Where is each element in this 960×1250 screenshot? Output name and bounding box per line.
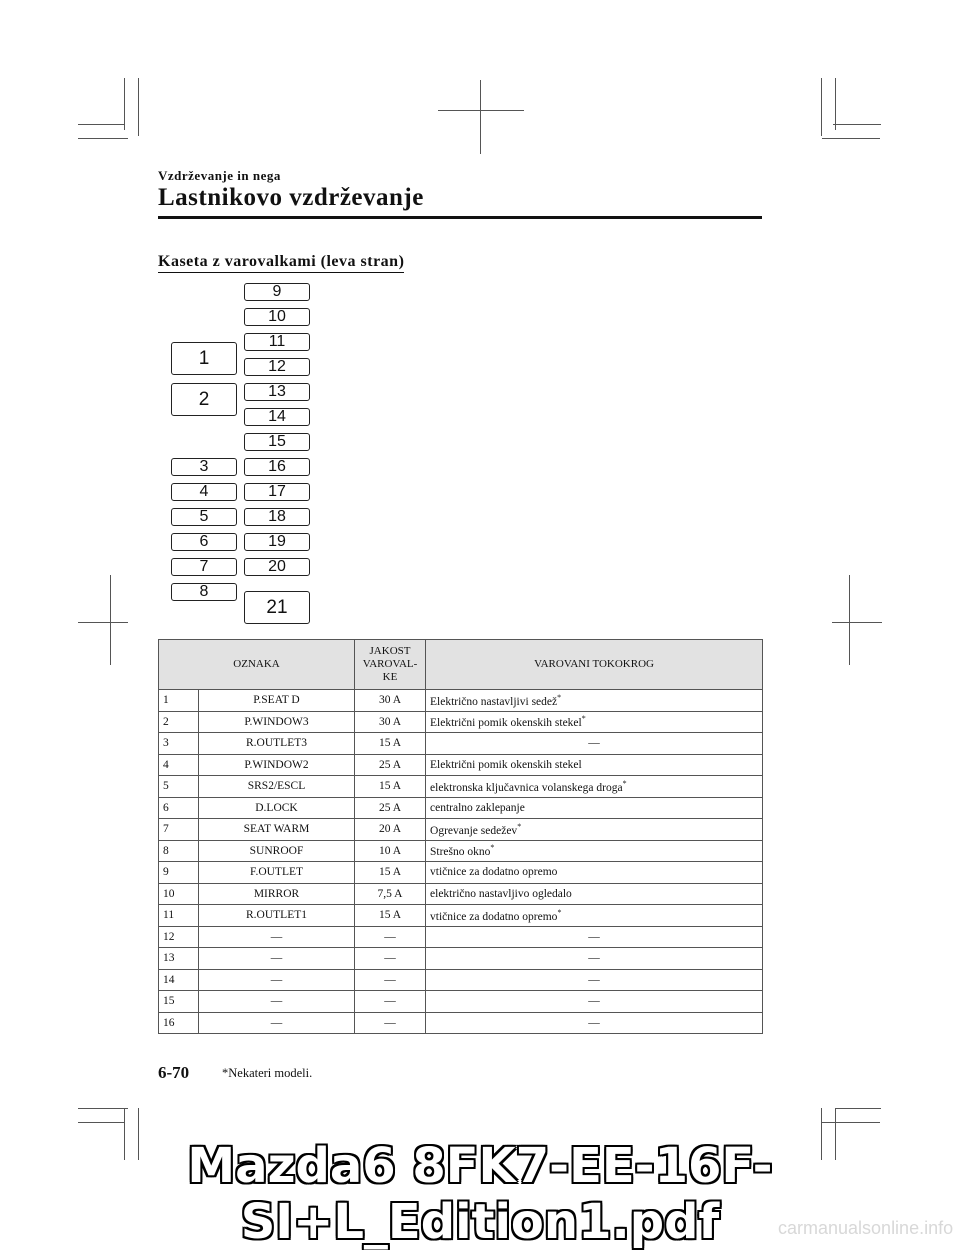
row-number-text: 11: [163, 909, 175, 922]
row-label-text: ―: [270, 1016, 283, 1029]
row-amperage: [355, 754, 426, 776]
row-amperage: [355, 862, 426, 884]
row-label: [199, 754, 355, 776]
row-label-text: P.SEAT D: [253, 694, 300, 707]
fuse-12: 12: [244, 358, 310, 376]
row-label: [199, 948, 355, 970]
row-number-text: 1: [163, 694, 169, 707]
table-row: [159, 883, 763, 905]
row-number-text: 8: [163, 844, 169, 857]
row-label-text: ―: [270, 973, 283, 986]
table-header-row: [159, 640, 763, 690]
row-circuit-text: elektronska ključavnica volanskega droga: [430, 781, 623, 794]
row-amperage-text: 15 A: [378, 909, 402, 922]
row-circuit-text: centralno zaklepanje: [430, 801, 525, 814]
row-number-text: 7: [163, 823, 169, 836]
table-row: [159, 690, 763, 712]
table-row: [159, 797, 763, 819]
row-label: [199, 969, 355, 991]
row-amperage-text: 25 A: [378, 801, 402, 814]
table-row: [159, 776, 763, 798]
footnote-marker: *: [557, 907, 562, 917]
row-amperage-text: 30 A: [378, 694, 402, 707]
row-number-text: 9: [163, 866, 169, 879]
fuse-17: 17: [244, 483, 310, 501]
row-amperage-text: ―: [384, 930, 396, 943]
row-amperage-text: 30 A: [378, 715, 402, 728]
fuse-10: 10: [244, 308, 310, 326]
fuse-5: 5: [171, 508, 237, 526]
row-circuit-text: Električno nastavljivi sedež: [430, 695, 558, 708]
fuse-box-title: Kaseta z varovalkami (leva stran): [158, 253, 404, 273]
row-circuit: [426, 819, 763, 841]
row-circuit-text: ―: [588, 930, 600, 943]
table-row: [159, 926, 763, 948]
row-amperage: [355, 711, 426, 733]
row-amperage-text: 15 A: [378, 737, 402, 750]
row-label-text: D.LOCK: [255, 801, 298, 814]
col-header-rating-line1: JAKOST: [369, 645, 411, 657]
table-row: [159, 711, 763, 733]
row-amperage-text: ―: [384, 995, 396, 1008]
row-circuit: [426, 926, 763, 948]
row-amperage-text: ―: [384, 973, 396, 986]
table-row: [159, 819, 763, 841]
row-amperage-text: 10 A: [378, 844, 402, 857]
heading-divider: [158, 216, 762, 219]
row-number: [159, 969, 199, 991]
row-number-text: 14: [163, 973, 175, 986]
row-number: [159, 883, 199, 905]
row-label-text: ―: [270, 930, 283, 943]
row-number: [159, 797, 199, 819]
row-label-text: MIRROR: [253, 887, 300, 900]
row-number: [159, 754, 199, 776]
table-row: [159, 948, 763, 970]
row-amperage-text: 15 A: [378, 780, 402, 793]
row-number: [159, 840, 199, 862]
fuse-15: 15: [244, 433, 310, 451]
footnote-marker: *: [557, 692, 562, 702]
row-label: [199, 711, 355, 733]
row-circuit: [426, 711, 763, 733]
row-circuit-text: Ogrevanje sedežev: [430, 824, 518, 837]
row-circuit-text: vtičnice za dodatno opremo: [430, 866, 558, 879]
row-circuit-text: električno nastavljivo ogledalo: [430, 887, 572, 900]
row-circuit: [426, 883, 763, 905]
row-amperage-text: 25 A: [378, 758, 402, 771]
row-number: [159, 819, 199, 841]
col-header-rating-line2: VAROVAL-: [362, 658, 418, 670]
table-row: [159, 862, 763, 884]
row-amperage: [355, 991, 426, 1013]
row-number-text: 10: [163, 887, 175, 900]
row-label-text: F.OUTLET: [249, 866, 304, 879]
row-number: [159, 948, 199, 970]
row-amperage-text: 7,5 A: [377, 887, 403, 900]
row-amperage: [355, 926, 426, 948]
row-number: [159, 905, 199, 927]
row-label: [199, 690, 355, 712]
row-circuit-text: ―: [588, 995, 600, 1008]
row-number-text: 15: [163, 995, 175, 1008]
row-circuit: [426, 733, 763, 755]
footnote-marker: *: [517, 821, 522, 831]
row-number-text: 16: [163, 1016, 175, 1029]
row-number: [159, 862, 199, 884]
fuse-11: 11: [244, 333, 310, 351]
row-amperage-text: 15 A: [378, 866, 402, 879]
row-circuit-text: ―: [588, 952, 600, 965]
row-amperage: [355, 905, 426, 927]
row-label-text: SRS2/ESCL: [247, 780, 306, 793]
row-label: [199, 926, 355, 948]
row-circuit-text: Strešno okno: [430, 846, 491, 859]
row-label-text: P.WINDOW2: [244, 758, 309, 771]
row-circuit: [426, 1012, 763, 1034]
row-label-text: R.OUTLET1: [246, 909, 308, 922]
fuse-6: 6: [171, 533, 237, 551]
row-amperage: [355, 1012, 426, 1034]
page-title: Lastnikovo vzdrževanje: [158, 184, 424, 211]
footnote: *Nekateri modeli.: [222, 1066, 313, 1080]
row-amperage: [355, 690, 426, 712]
row-label: [199, 776, 355, 798]
col-header-circuit: VAROVANI TOKOKROG: [426, 640, 763, 690]
site-watermark: carmanualsonline.info: [778, 1218, 954, 1238]
row-label: [199, 797, 355, 819]
row-circuit: [426, 797, 763, 819]
row-circuit-text: ―: [588, 1016, 600, 1029]
row-amperage: [355, 840, 426, 862]
row-amperage-text: ―: [384, 952, 396, 965]
row-circuit: [426, 991, 763, 1013]
table-row: [159, 991, 763, 1013]
table-row: [159, 1012, 763, 1034]
row-label-text: ―: [270, 952, 283, 965]
table-row: [159, 754, 763, 776]
row-number-text: 13: [163, 952, 175, 965]
row-number-text: 12: [163, 930, 175, 943]
table-row: [159, 969, 763, 991]
fuse-8: 8: [171, 583, 237, 601]
row-number: [159, 991, 199, 1013]
row-label: [199, 1012, 355, 1034]
fuse-20: 20: [244, 558, 310, 576]
footnote-marker: *: [490, 843, 495, 853]
row-amperage: [355, 819, 426, 841]
row-amperage: [355, 948, 426, 970]
fuse-1: 1: [171, 342, 237, 375]
col-header-label: OZNAKA: [159, 640, 355, 690]
fuse-19: 19: [244, 533, 310, 551]
document-watermark: Mazda6 8FK7-EE-16F-SI+L_Edition1.pdf: [187, 1138, 773, 1250]
fuse-4: 4: [171, 483, 237, 501]
row-label: [199, 862, 355, 884]
fuse-2: 2: [171, 383, 237, 416]
row-number: [159, 711, 199, 733]
row-label-text: SUNROOF: [249, 844, 304, 857]
fuse-18: 18: [244, 508, 310, 526]
fuse-table: [158, 639, 763, 1034]
fuse-16: 16: [244, 458, 310, 476]
row-label-text: R.OUTLET3: [246, 737, 308, 750]
row-circuit: [426, 905, 763, 927]
row-number-text: 6: [163, 801, 169, 814]
col-header-rating: [355, 640, 426, 690]
row-number-text: 3: [163, 737, 169, 750]
fuse-3: 3: [171, 458, 237, 476]
row-label: [199, 883, 355, 905]
row-label: [199, 991, 355, 1013]
table-row: [159, 905, 763, 927]
row-number-text: 2: [163, 715, 169, 728]
row-circuit: [426, 969, 763, 991]
fuse-21: 21: [244, 591, 310, 624]
row-number-text: 5: [163, 780, 169, 793]
row-number: [159, 690, 199, 712]
row-number: [159, 776, 199, 798]
row-circuit: [426, 862, 763, 884]
row-label-text: ―: [270, 995, 283, 1008]
fuse-13: 13: [244, 383, 310, 401]
footnote-marker: *: [581, 714, 586, 724]
row-circuit: [426, 776, 763, 798]
table-row: [159, 733, 763, 755]
row-amperage: [355, 969, 426, 991]
fuse-7: 7: [171, 558, 237, 576]
col-header-rating-line3: KE: [382, 671, 398, 683]
page-number: 6-70: [158, 1063, 190, 1082]
footnote-marker: *: [622, 778, 627, 788]
row-amperage: [355, 733, 426, 755]
row-label-text: P.WINDOW3: [244, 715, 309, 728]
row-circuit-text: vtičnice za dodatno opremo: [430, 910, 558, 923]
row-number: [159, 926, 199, 948]
row-amperage: [355, 883, 426, 905]
row-circuit-text: ―: [588, 737, 600, 750]
row-circuit: [426, 948, 763, 970]
row-label-text: SEAT WARM: [243, 823, 310, 836]
row-number: [159, 733, 199, 755]
fuse-9: 9: [244, 283, 310, 301]
row-circuit-text: ―: [588, 973, 600, 986]
row-circuit: [426, 754, 763, 776]
row-circuit: [426, 690, 763, 712]
table-row: [159, 840, 763, 862]
row-number-text: 4: [163, 758, 169, 771]
row-amperage-text: ―: [384, 1016, 396, 1029]
row-label: [199, 905, 355, 927]
row-label: [199, 733, 355, 755]
row-circuit: [426, 840, 763, 862]
row-amperage: [355, 776, 426, 798]
row-amperage: [355, 797, 426, 819]
row-circuit-text: Električni pomik okenskih stekel: [430, 717, 582, 730]
row-label: [199, 840, 355, 862]
fuse-14: 14: [244, 408, 310, 426]
section-label: Vzdrževanje in nega: [158, 168, 281, 183]
row-number: [159, 1012, 199, 1034]
row-amperage-text: 20 A: [378, 823, 402, 836]
row-label: [199, 819, 355, 841]
row-circuit-text: Električni pomik okenskih stekel: [430, 758, 582, 771]
